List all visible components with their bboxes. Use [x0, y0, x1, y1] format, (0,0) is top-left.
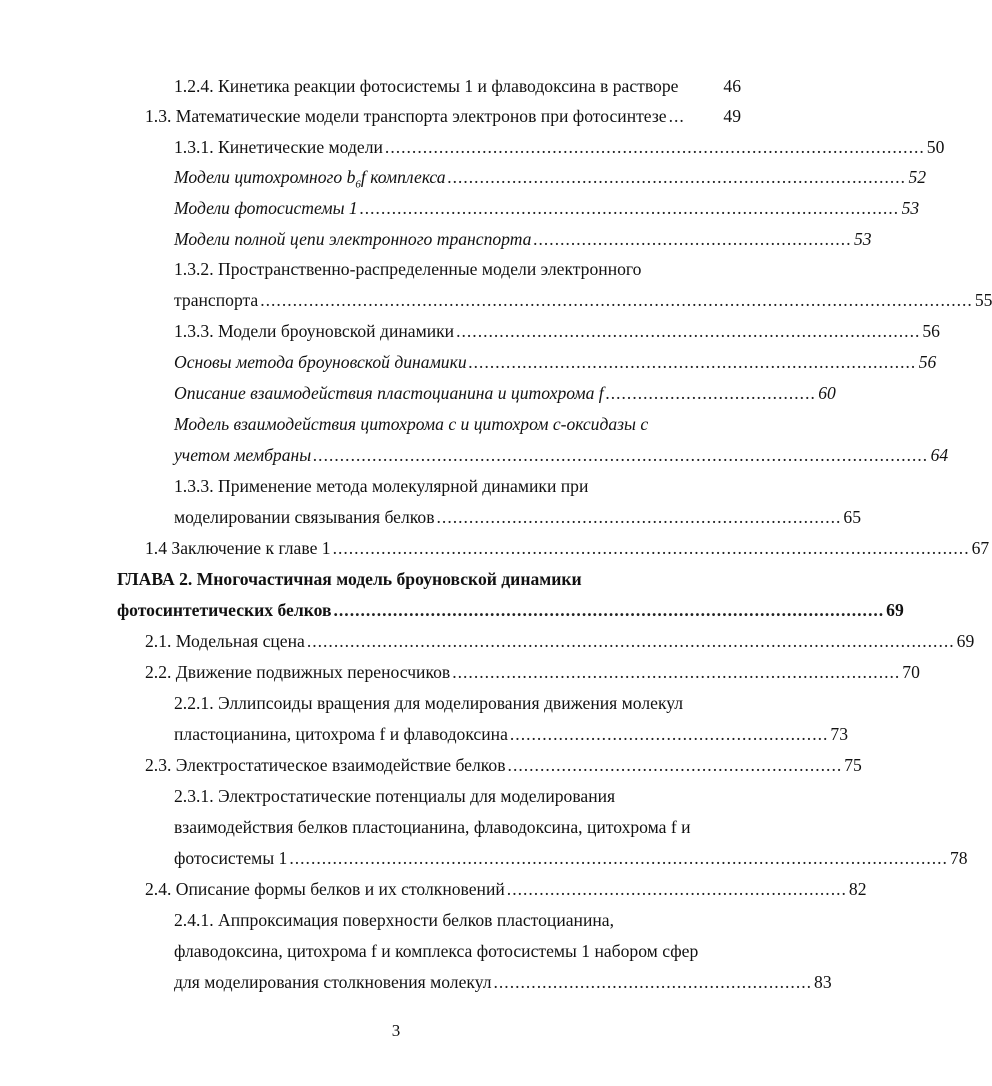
toc-entry-text: 2.4. Описание формы белков и их столкновений: [145, 879, 505, 899]
toc-entry-text-part: f комплекса: [360, 167, 446, 187]
toc-leader-dots: ...: [668, 106, 685, 126]
toc-entry-text: 2.3. Электростатическое взаимодействие белков: [145, 755, 506, 775]
toc-leader-dots: ......................................................................................................................: [332, 538, 970, 558]
toc-page-number: 83: [814, 972, 832, 992]
toc-entry-text: 1.3. Математические модели транспорта электронов при фотосинтезе: [145, 106, 667, 126]
toc-page-number: 60: [818, 383, 836, 403]
toc-page-number: 49: [723, 106, 741, 126]
toc-leader-dots: ...................................................................................: [468, 352, 917, 372]
toc-entry-text: флаводоксина, цитохрома f и комплекса фотосистемы 1 набором сфер: [174, 941, 699, 961]
toc-leader-dots: .......................................: [605, 383, 817, 403]
toc-entry-full-chain-models: [174, 224, 872, 254]
toc-entry-text: взаимодействия белков пластоцианина, флаводоксина, цитохрома f и: [174, 817, 691, 837]
toc-leader-dots: ....................................................................................................: [359, 198, 900, 218]
toc-page-number: 56: [922, 321, 940, 341]
toc-leader-dots: ...............................................................: [506, 879, 847, 899]
toc-entry-text: транспорта: [174, 290, 259, 310]
toc-entry-2-1: [145, 626, 975, 656]
toc-entry-text: фотосинтетических белков: [117, 600, 332, 620]
toc-entry-text: фотосистемы 1: [174, 848, 288, 868]
toc-entry-text: Модели полной цепи электронного транспорта: [174, 229, 532, 249]
toc-entry-cytc-line1: [174, 409, 741, 439]
toc-chapter-2-line1: [117, 564, 741, 594]
toc-entry-text: 2.4.1. Аппроксимация поверхности белков пластоцианина,: [174, 910, 614, 930]
toc-page-number: 53: [853, 229, 872, 249]
toc-entry-1-4: [145, 533, 990, 563]
toc-page-number: 56: [918, 352, 937, 372]
page-number-footer: 3: [391, 1021, 401, 1040]
toc-entry-2-3-1-line3: [174, 843, 968, 873]
toc-entry-bd-basics: [174, 347, 937, 377]
toc-entry-cytc-line2: [174, 440, 949, 470]
toc-entry-1-3-1: [174, 132, 945, 162]
toc-leader-dots: ...........................................................: [509, 724, 829, 744]
toc-leader-dots: ....................................................................................................................................: [260, 290, 973, 310]
toc-entry-text: ГЛАВА 2. Многочастичная модель броуновской динамики: [117, 569, 582, 589]
toc-entry-1-2-4: [174, 71, 741, 101]
toc-entry-2-4-1-line2: [174, 936, 741, 966]
toc-entry-1-3-3: [174, 316, 940, 346]
toc-entry-text: для моделирования столкновения молекул: [174, 972, 492, 992]
toc-entry-text: Модели фотосистемы 1: [174, 198, 358, 218]
toc-page-number: 82: [848, 879, 867, 899]
toc-page-number: 46: [723, 76, 741, 96]
toc-entry-2-4-1-line1: [174, 905, 741, 935]
toc-leader-dots: ........................................................................................................................: [306, 631, 955, 651]
toc-page-number: 65: [843, 507, 862, 527]
toc-entry-text: 1.3.3. Модели броуновской динамики: [174, 321, 455, 341]
toc-entry-text: Основы метода броуновской динамики: [174, 352, 467, 372]
toc-entry-pc-cytf: [174, 378, 836, 408]
toc-entry-2-3: [145, 750, 862, 780]
toc-page-number: 55: [974, 290, 992, 310]
toc-entry-text: 1.3.1. Кинетические модели: [174, 137, 383, 157]
toc-entry-text: 2.1. Модельная сцена: [145, 631, 305, 651]
toc-page-number: 69: [956, 631, 975, 651]
toc-page-number: 52: [908, 167, 927, 187]
toc-page-number: 50: [926, 137, 945, 157]
toc-entry-text: 1.4 Заключение к главе 1: [145, 538, 331, 558]
toc-entry-md-line1: [174, 471, 741, 501]
toc-entry-text: 2.2.1. Эллипсоиды вращения для моделирования движения молекул: [174, 693, 684, 713]
toc-entry-1-3-2-line2: [174, 285, 992, 315]
toc-entry-2-2: [145, 657, 920, 687]
toc-entry-2-4-1-line3: [174, 967, 832, 997]
toc-page-number: 73: [830, 724, 848, 744]
toc-leader-dots: ..................................................................................................................: [313, 445, 929, 465]
toc-entry-text: Модель взаимодействия цитохрома с и цитохром с-оксидазы с: [174, 414, 649, 434]
toc-page-number: 78: [949, 848, 968, 868]
toc-leader-dots: ...........................................................................: [436, 507, 842, 527]
toc-entry-2-3-1-line2: [174, 812, 741, 842]
toc-leader-dots: ......................................................................................: [456, 321, 921, 341]
toc-leader-dots: ..........................................................................................................................: [289, 848, 948, 868]
toc-entry-text: моделировании связывания белков: [174, 507, 435, 527]
toc-entry-2-2-1-line2: [174, 719, 848, 749]
toc-entry-2-4: [145, 874, 867, 904]
toc-entry-text-part: Модели цитохромного b: [174, 167, 356, 187]
toc-entry-subscript: 6: [355, 178, 361, 191]
toc-page-number: 75: [844, 755, 862, 775]
toc-entry-2-3-1-line1: [174, 781, 741, 811]
toc-page-number: 70: [902, 662, 920, 682]
toc-entry-ps1-models: [174, 193, 920, 223]
toc-leader-dots: ...........................................................: [533, 229, 852, 249]
toc-leader-dots: ..............................................................: [507, 755, 843, 775]
toc-leader-dots: ......................................................................................................: [333, 600, 885, 620]
toc-page-number: 67: [971, 538, 990, 558]
toc-chapter-2-line2: [117, 595, 904, 625]
toc-entry-text: 1.2.4. Кинетика реакции фотосистемы 1 и флаводоксина в растворе: [174, 76, 679, 96]
toc-entry-text: учетом мембраны: [174, 445, 312, 465]
toc-entry-md-line2: [174, 502, 862, 532]
toc-entry-2-2-1-line1: [174, 688, 741, 718]
toc-entry-text: 1.3.2. Пространственно-распределенные модели электронного: [174, 259, 642, 279]
toc-page-number: 53: [901, 198, 920, 218]
toc-entry-1-3: [145, 101, 741, 131]
toc-entry-text: Описание взаимодействия пластоцианина и цитохрома f: [174, 383, 604, 403]
toc-entry-text: 2.3.1. Электростатические потенциалы для моделирования: [174, 786, 616, 806]
toc-page-number: 69: [886, 600, 904, 620]
toc-entry-text: 1.3.3. Применение метода молекулярной динамики при: [174, 476, 589, 496]
toc-entry-1-3-2-line1: [174, 254, 741, 284]
toc-entry-b6f-models: [174, 162, 927, 192]
toc-page-number: 64: [930, 445, 949, 465]
toc-leader-dots: ...................................................................................: [452, 662, 901, 682]
toc-entry-text: пластоцианина, цитохрома f и флаводоксина: [174, 724, 508, 744]
toc-leader-dots: ...........................................................: [493, 972, 813, 992]
toc-entry-text: 2.2. Движение подвижных переносчиков: [145, 662, 451, 682]
toc-leader-dots: .....................................................................................: [447, 167, 907, 187]
toc-leader-dots: ....................................................................................................: [384, 137, 925, 157]
